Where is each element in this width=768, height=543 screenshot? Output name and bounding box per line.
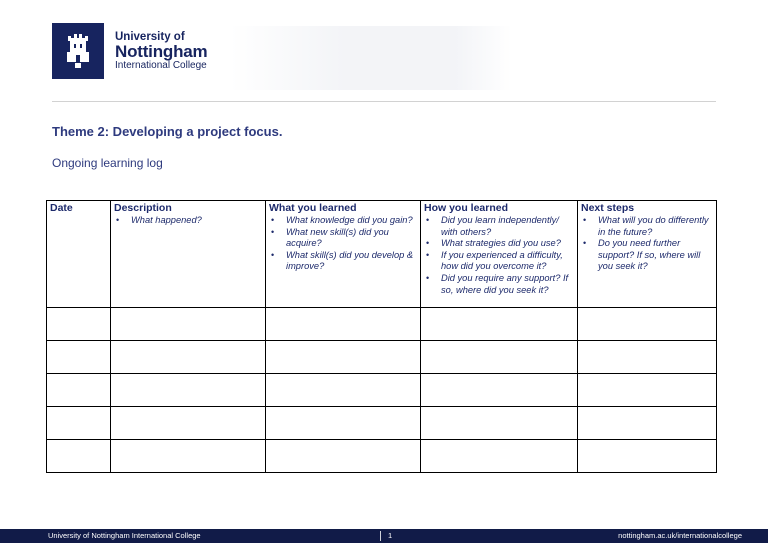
logo-line-3: International College	[115, 59, 207, 71]
table-row	[47, 308, 717, 341]
table-row	[47, 407, 717, 440]
entry-cell[interactable]	[266, 440, 421, 473]
entry-cell[interactable]	[266, 308, 421, 341]
prompt-bullet: • What knowledge did you gain?	[269, 215, 417, 227]
prompt-bullet: • What will you do differently in the future?	[581, 215, 713, 238]
table-row	[47, 341, 717, 374]
entry-cell[interactable]	[421, 341, 578, 374]
footer-page-number: 1	[388, 531, 393, 540]
column-label: What you learned	[269, 202, 357, 214]
page-title: Theme 2: Developing a project focus.	[52, 124, 283, 139]
column-header-next-steps	[578, 201, 717, 308]
table-header-row	[47, 201, 717, 308]
page-footer	[0, 529, 768, 543]
entry-cell[interactable]	[111, 308, 266, 341]
prompt-bullet: • What happened?	[114, 215, 262, 227]
entry-cell[interactable]	[578, 407, 717, 440]
header-shade	[230, 26, 512, 90]
prompt-bullet: • If you experienced a difficulty, how did you overcome it?	[424, 250, 574, 273]
logo-line-2: Nottingham	[115, 41, 208, 61]
university-logo	[52, 23, 207, 79]
entry-cell[interactable]	[421, 407, 578, 440]
column-header-what-you-learned	[266, 201, 421, 308]
entry-cell[interactable]	[578, 341, 717, 374]
column-header-how-you-learned	[421, 201, 578, 308]
prompt-bullet: • Do you need further support? If so, where will you seek it?	[581, 238, 713, 273]
header-divider	[52, 101, 716, 102]
entry-cell[interactable]	[578, 374, 717, 407]
entry-cell[interactable]	[111, 341, 266, 374]
footer-website-link[interactable]: nottingham.ac.uk/internationalcollege	[618, 531, 742, 540]
column-label: Date	[50, 202, 73, 214]
prompt-bullet: • Did you learn independently/ with others?	[424, 215, 574, 238]
entry-cell[interactable]	[47, 374, 111, 407]
column-label: Next steps	[581, 202, 635, 214]
column-header-description	[111, 201, 266, 308]
prompt-bullet: • What new skill(s) did you acquire?	[269, 227, 417, 250]
column-label: Description	[114, 202, 172, 214]
crest-icon	[52, 23, 104, 79]
footer-divider	[380, 531, 381, 541]
prompt-bullet: • What skill(s) did you develop & improve?	[269, 250, 417, 273]
entry-cell[interactable]	[111, 440, 266, 473]
table-row	[47, 440, 717, 473]
entry-cell[interactable]	[47, 308, 111, 341]
entry-cell[interactable]	[47, 407, 111, 440]
page-subtitle: Ongoing learning log	[52, 156, 163, 170]
entry-cell[interactable]	[111, 374, 266, 407]
entry-cell[interactable]	[47, 341, 111, 374]
entry-cell[interactable]	[266, 374, 421, 407]
entry-cell[interactable]	[578, 440, 717, 473]
logo-wordmark	[115, 31, 207, 71]
entry-cell[interactable]	[421, 440, 578, 473]
column-header-date	[47, 201, 111, 308]
entry-cell[interactable]	[421, 374, 578, 407]
column-label: How you learned	[424, 202, 509, 214]
entry-cell[interactable]	[266, 341, 421, 374]
entry-cell[interactable]	[111, 407, 266, 440]
logo-line-1: University of	[115, 30, 185, 43]
prompt-bullet: • Did you require any support? If so, where did you seek it?	[424, 273, 574, 296]
entry-cell[interactable]	[266, 407, 421, 440]
entry-cell[interactable]	[47, 440, 111, 473]
entry-cell[interactable]	[421, 308, 578, 341]
learning-log-table	[46, 200, 717, 473]
footer-institution: University of Nottingham International College	[48, 531, 201, 540]
table-row	[47, 374, 717, 407]
entry-cell[interactable]	[578, 308, 717, 341]
prompt-bullet: • What strategies did you use?	[424, 238, 574, 250]
